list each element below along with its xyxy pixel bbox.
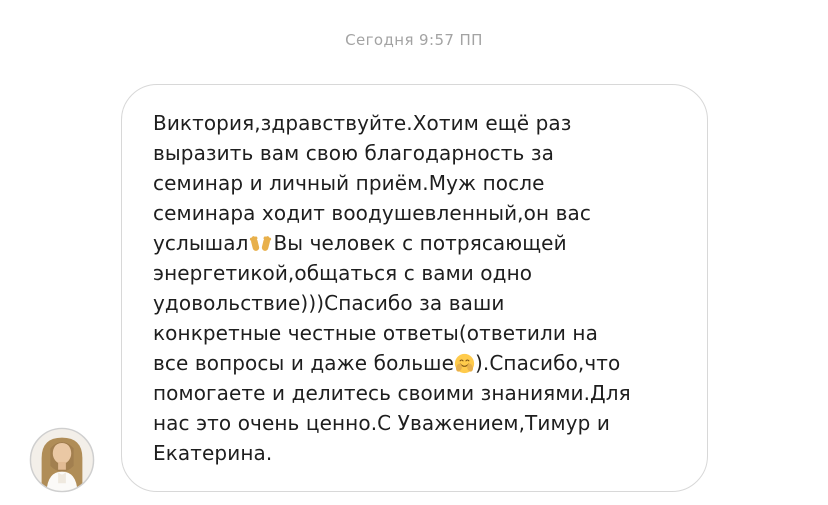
message-line: семинар и личный приём.Муж после <box>153 171 545 195</box>
message-line: Виктория,здравствуйте.Хотим ещё раз <box>153 111 572 135</box>
hugging-face-emoji <box>454 353 475 374</box>
message-line: энергетикой,общаться с вами одно <box>153 261 533 285</box>
raised-hands-emoji <box>248 234 273 254</box>
message-line: конкретные честные ответы(ответили на <box>153 321 598 345</box>
hugging-face-emoji <box>454 353 475 377</box>
raised-hands-emoji <box>248 234 273 257</box>
message-line: выразить вам свою благодарность за <box>153 141 554 165</box>
message-line: помогаете и делитесь своими знаниями.Для <box>153 381 631 405</box>
message-line: Екатерина. <box>153 441 273 465</box>
message-text <box>153 108 683 468</box>
conversation-timestamp: Сегодня 9:57 ПП <box>345 31 483 49</box>
message-line: все вопросы и даже больше ).Спасибо,что <box>153 351 621 375</box>
message-bubble[interactable] <box>121 84 708 492</box>
message-line: нас это очень ценно.С Уважением,Тимур и <box>153 411 610 435</box>
message-line: удовольствие)))Спасибо за ваши <box>153 291 505 315</box>
sender-avatar[interactable] <box>29 427 95 493</box>
avatar-photo <box>29 427 95 493</box>
message-line: услышал Вы человек с потрясающей <box>153 231 567 255</box>
message-line: семинара ходит воодушевленный,он вас <box>153 201 591 225</box>
